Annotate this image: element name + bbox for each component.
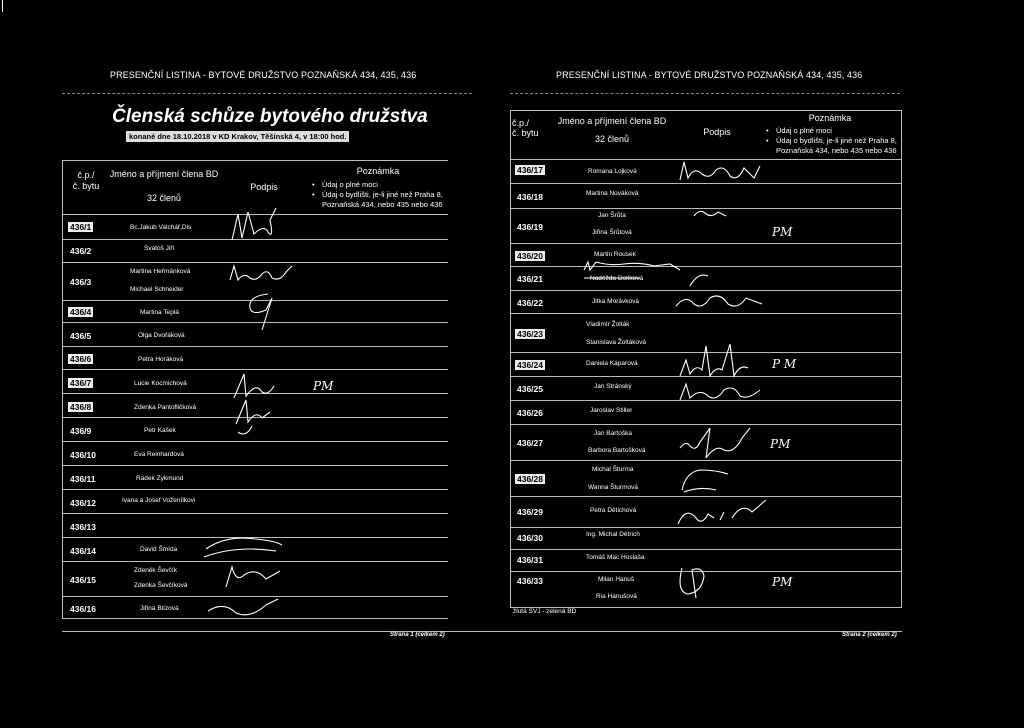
unit-cell: 436/27	[517, 438, 543, 448]
unit-cell: 436/3	[70, 277, 92, 287]
member-name: Zdeněk Ševčík	[134, 567, 177, 574]
member-name: Tomáš Mac Hoslaša	[586, 554, 645, 561]
member-name: Daniela Káparová	[586, 360, 638, 367]
row-divider	[62, 513, 448, 514]
member-name: Ing. Michal Dětrich	[586, 531, 640, 538]
unit-cell: 436/15	[70, 575, 96, 585]
member-name: Petra Horáková	[138, 356, 184, 363]
member-name: Martin Rousek	[594, 251, 636, 258]
handwritten-signature	[238, 290, 288, 334]
column-header-unit: č.p./ č. bytu	[72, 170, 100, 191]
member-name: Romana Lojková	[588, 168, 637, 175]
note-item: • Údaj o plné moci	[766, 126, 902, 136]
handwritten-signature	[676, 340, 756, 382]
member-name: Michael Schneider	[130, 286, 184, 293]
unit-cell: 436/25	[517, 384, 543, 394]
column-header-count: 32 členů	[146, 193, 182, 203]
member-name: Milan Hanuš	[598, 576, 635, 583]
unit-cell: 436/6	[70, 354, 92, 364]
table-top-border	[510, 110, 902, 111]
member-name: Jan Šrůta	[598, 212, 626, 219]
unit-cell: 436/2	[70, 246, 92, 256]
row-divider	[62, 441, 448, 442]
handwritten-signature	[224, 204, 294, 246]
member-name: Martina Nováková	[586, 190, 639, 197]
page-number: Strana 1 (celkem 2)	[390, 632, 445, 638]
row-divider	[510, 549, 902, 550]
member-name: Michal Šturma	[592, 466, 634, 473]
unit-cell: 436/5	[70, 331, 92, 341]
page-number: Strana 2 (celkem 2)	[842, 632, 897, 638]
unit-cell: 436/26	[517, 408, 543, 418]
handwritten-signature	[196, 527, 292, 623]
left-page-header: PRESENČNÍ LISTINA - BYTOVÉ DRUŽSTVO POZNAŇSKÁ 434, 435, 436	[110, 70, 417, 80]
unit-cell: 436/17	[517, 165, 543, 175]
member-name: Zdenka Ševčíková	[134, 582, 188, 589]
handwritten-signature	[690, 206, 730, 222]
handwritten-signature	[580, 258, 710, 290]
member-name: Vladimír Žolták	[586, 321, 630, 328]
member-name: Jiřina Blízová	[140, 605, 179, 612]
unit-cell: 436/14	[70, 546, 96, 556]
unit-cell: 436/11	[70, 474, 96, 484]
column-header-note: Poznámka	[356, 166, 400, 176]
column-header-unit: č.p./ č. bytu	[512, 118, 539, 138]
member-name: Jaroslav Stiller	[590, 407, 633, 414]
column-header-member: Jméno a příjmení člena BD	[109, 169, 219, 179]
unit-cell: 436/4	[70, 307, 92, 317]
unit-cell: 436/29	[517, 507, 543, 517]
handwritten-signature	[672, 494, 772, 534]
member-name: Ria Hanušová	[596, 593, 637, 600]
member-name: Radek Zykmund	[136, 475, 184, 482]
proxy-note: PM	[772, 225, 793, 239]
unit-cell: 436/10	[70, 450, 96, 460]
member-name: Svatoš Jiří	[144, 245, 175, 252]
row-divider	[510, 243, 902, 244]
member-name: Jan Bartoška	[594, 430, 632, 437]
note-item: • Údaj o bydlišti, je-li jiné než Praha 8, Poznaňská 434, nebo 435 nebo 436	[766, 136, 906, 156]
unit-cell: 436/9	[70, 426, 92, 436]
right-page-header: PRESENČNÍ LISTINA - BYTOVÉ DRUŽSTVO POZNAŇSKÁ 434, 435, 436	[556, 70, 863, 80]
table-left-border	[62, 160, 63, 618]
unit-cell: 436/33	[517, 576, 543, 586]
member-name: Petr Kašek	[144, 427, 176, 434]
unit-cell: 436/7	[70, 378, 92, 388]
unit-cell: 436/31	[517, 555, 543, 565]
table-top-border	[62, 160, 448, 161]
row-divider	[62, 489, 448, 490]
unit-cell: 436/21	[517, 274, 543, 284]
member-name: Jiřina Šrůtová	[592, 229, 632, 236]
header-divider	[510, 93, 900, 94]
member-name: Petra Dětichová	[590, 507, 637, 514]
member-name: Lucie Kocmichová	[134, 380, 187, 387]
handwritten-signature	[676, 378, 766, 404]
note-legend	[766, 126, 902, 156]
member-name: Wanna Šturmová	[588, 484, 638, 491]
column-header-signature: Podpis	[250, 182, 278, 192]
note-item: • Údaj o plné moci	[312, 180, 448, 190]
unit-cell: 436/8	[70, 402, 92, 412]
meeting-subtitle: konané dne 18.10.2018 v KD Krakov, Těšínská 4, v 18:00 hod.	[126, 131, 349, 142]
column-header-count: 32 členů	[594, 134, 630, 144]
member-name: Jitka Morávková	[592, 298, 639, 305]
table-left-border	[510, 110, 511, 608]
handwritten-signature	[674, 158, 764, 186]
note-legend	[312, 180, 448, 210]
handwritten-signature	[672, 562, 712, 602]
scan-edge-mark	[2, 0, 3, 12]
unit-cell: 436/30	[517, 533, 543, 543]
unit-cell: 436/23	[517, 329, 543, 339]
member-name: Stanislava Žoltáková	[586, 339, 646, 346]
row-divider	[62, 465, 448, 466]
proxy-note: P M	[772, 357, 797, 371]
unit-cell: 436/19	[517, 222, 543, 232]
table-right-border	[901, 110, 902, 608]
handwritten-signature	[676, 424, 756, 464]
proxy-note: PM	[772, 575, 793, 589]
member-name: Ivana a Josef Voženílkovi	[122, 497, 196, 504]
unit-cell: 436/22	[517, 298, 543, 308]
unit-cell: 436/20	[517, 251, 543, 261]
color-legend: žlutá SVJ - zelená BD	[513, 608, 577, 615]
meeting-title: Členská schůze bytového družstva	[112, 106, 428, 127]
proxy-note: PM	[313, 379, 334, 393]
handwritten-signature	[672, 290, 772, 314]
member-name: Bc.Jakub Valchář,Dis	[130, 224, 192, 231]
member-name: Martina Teplá	[140, 309, 179, 316]
unit-cell: 436/13	[70, 522, 96, 532]
member-name: Eva Reinhardová	[134, 451, 184, 458]
unit-cell: 436/1	[70, 222, 92, 232]
header-divider	[62, 93, 472, 94]
column-header-signature: Podpis	[703, 127, 731, 137]
member-name: Zdenka Pantofličková	[134, 404, 197, 411]
unit-cell: 436/18	[517, 192, 543, 202]
unit-cell: 436/28	[517, 474, 543, 484]
member-name: Olga Dvořáková	[138, 332, 185, 339]
unit-cell: 436/16	[70, 604, 96, 614]
handwritten-signature	[226, 366, 296, 440]
member-name: Naděžda Dolíková	[590, 275, 644, 282]
unit-cell: 436/12	[70, 498, 96, 508]
note-item: • Údaj o bydlišti, je-li jiné než Praha 8, Poznaňská 434, nebo 435 nebo 436	[312, 190, 452, 210]
column-header-note: Poznámka	[808, 113, 852, 123]
member-name: Jan Stránský	[594, 383, 632, 390]
unit-cell: 436/24	[517, 360, 543, 370]
handwritten-signature	[676, 462, 736, 496]
member-name: David Šmída	[140, 546, 178, 553]
member-name: Martina Heřmánková	[130, 268, 191, 275]
handwritten-signature	[226, 262, 306, 286]
column-header-member: Jméno a příjmení člena BD	[557, 116, 667, 126]
member-name: Barbora Bartošková	[588, 447, 646, 454]
proxy-note: PM	[770, 437, 791, 451]
row-divider	[62, 346, 448, 347]
